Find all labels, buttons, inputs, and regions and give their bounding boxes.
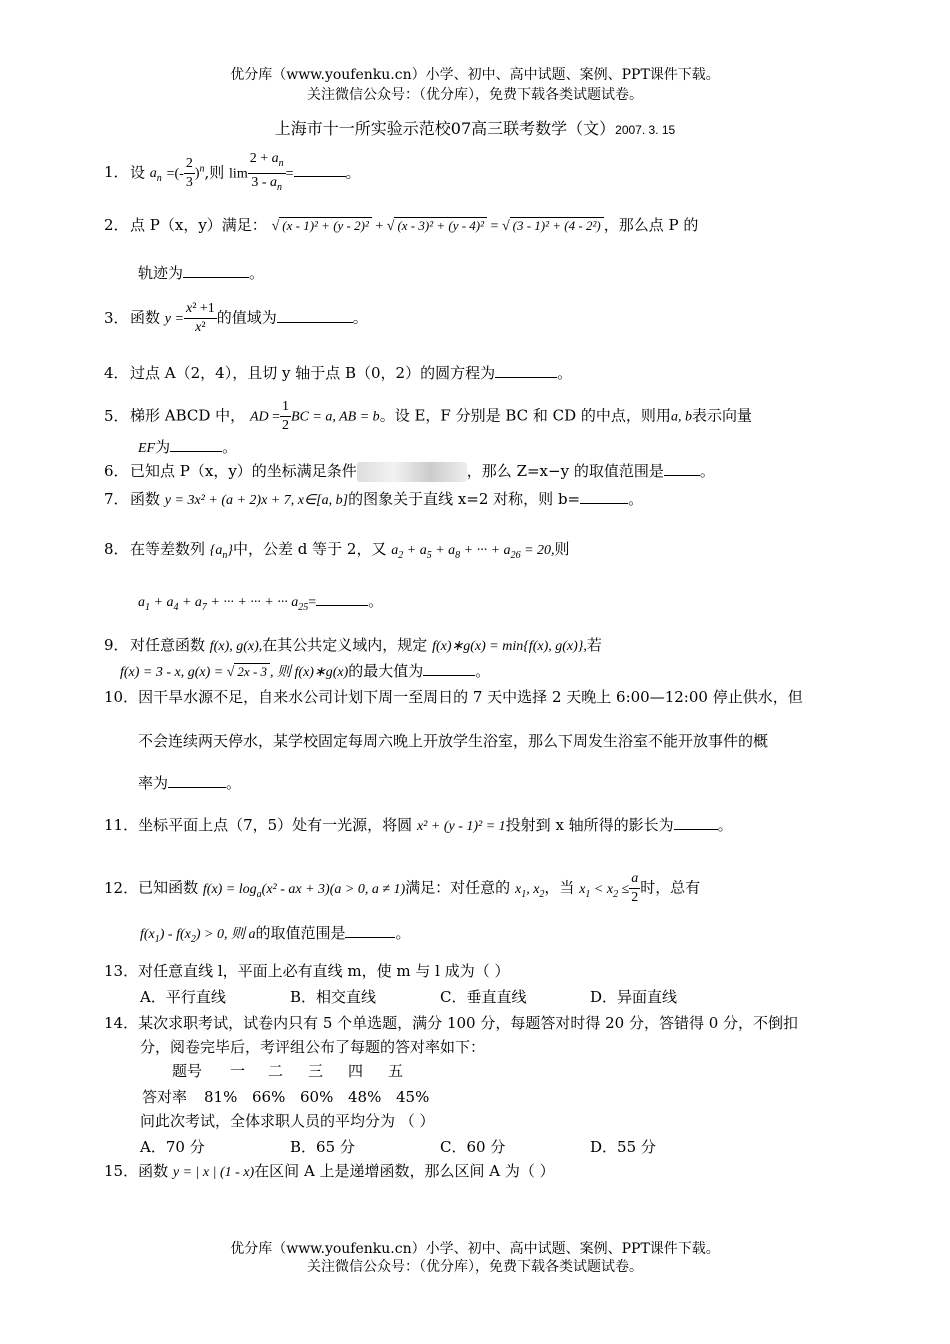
question-number: 10． [104,688,139,706]
q8-end: 。 [368,592,384,610]
q15-formula: y = | x | (1 - x) [172,1165,255,1180]
q6-post: ，那么 Z=x−y 的取值范围是 [466,462,664,480]
question-number: 9． [104,636,129,654]
q14-table-header-5: 五 [388,1062,404,1080]
q11-end: 。 [717,816,733,834]
q14-option-c[interactable]: C．60 分 [440,1138,506,1156]
q14-table-cell-2: 66% [252,1088,286,1106]
footer-line-2: 关注微信公众号：（优分库），免费下载各类试题试卷。 [307,1259,643,1275]
q1-pre: 设 [130,163,146,182]
q7-end: 。 [628,490,644,508]
question-5-line-2 [138,436,237,460]
question-9 [104,634,602,658]
q2-end: 。 [249,264,265,282]
question-number: 1． [104,163,129,182]
question-number: 5． [104,406,129,425]
q8-formula-seq: $\{a_n\}$ [209,543,234,561]
question-number: 7． [104,490,129,508]
q12-formula-diff: $f(x_1) - f(x_2) > 0$, 则 a [140,927,256,945]
question-15 [104,1160,555,1184]
question-11 [104,814,733,838]
q14-table-header-2: 二 [268,1062,284,1080]
answer-blank[interactable] [423,661,475,676]
question-10 [104,686,803,708]
q3-fraction: $\frac{\text{x² +1}}{\text{x²}}$ [185,301,215,335]
answer-blank[interactable] [316,591,368,606]
q5-fraction: $\frac{1}{2}$ [282,399,290,433]
q12-mid2: ，当 [544,878,575,897]
answer-blank[interactable] [674,815,718,830]
q10-line1: 因干旱水源不足，自来水公司计划下周一至周日的 7 天中选择 2 天晚上 6:00—12:00 停止供水，但 [138,688,803,706]
question-7 [104,488,643,512]
q12-formula-f: $f(x) = \log_a(x^2$ - ax + 3)(a > 0, a ≠ 1) [202,881,406,900]
page-title [0,116,950,139]
q14-table-header-1: 一 [230,1062,246,1080]
question-10-line-3 [138,772,241,794]
q6-blurred-condition-image [357,462,467,482]
q6-end: 。 [699,462,715,480]
q10-line3: 率为 [138,774,169,792]
title-date: 2007. 3. 15 [615,123,676,137]
q8-equals: = [308,595,317,610]
q2-post: ，那么点 P 的 [603,216,699,234]
answer-blank[interactable] [170,437,222,452]
q9-end: 。 [475,662,491,680]
question-14 [104,1012,798,1034]
answer-blank[interactable] [294,162,346,177]
q1-post: 。 [345,163,361,182]
question-number: 13． [104,962,139,980]
question-10-line-2: 不会连续两天停水，某学校固定每周六晚上开放学生浴室，那么下周发生浴室不能开放事件的概 [138,732,769,750]
q14-table-cell-0: 答对率 [142,1088,188,1106]
footer-line-1: 优分库（www.youfenku.cn）小学、初中、高中试题、案例、PPT课件下载。 [230,1241,720,1257]
q8-pre: 在等差数列 [130,540,206,558]
question-2 [104,214,698,238]
q14-table-header-3: 三 [308,1062,324,1080]
q1-lim: lim [229,166,248,182]
q11-pre: 坐标平面上点（7，5）处有一光源，将圆 [138,816,413,834]
q3-post: 的值域为 [216,308,277,327]
question-number: 6． [104,462,129,480]
q7-post: 的图象关于直线 x=2 对称，则 b= [348,490,581,508]
q14-table-cell-3: 60% [300,1088,334,1106]
q3-pre: 函数 [130,308,161,327]
q13-option-c[interactable]: C．垂直直线 [440,988,527,1006]
q12-pre: 已知函数 [138,878,199,897]
question-number: 3． [104,308,129,327]
q14-table-cell-1: 81% [204,1088,238,1106]
question-12 [104,870,700,907]
q5-vectors: a, b [670,409,692,425]
q14-table-cell-4: 48% [348,1088,382,1106]
q9-mid: 在其公共定义域内，规定 [262,636,428,654]
q9-pre: 对任意函数 [130,636,206,654]
q5-pre: 梯形 ABCD 中， [130,406,246,425]
q8-formula-sum-2: $a_1 + a_4 + a_7$ + ··· + ··· + ··· $a_{25}$ [138,595,309,613]
q2-pre: 点 P（x，y）满足： [130,216,267,234]
question-2-line-2 [138,262,264,284]
answer-blank[interactable] [277,308,353,323]
q5-formula-rest: BC = a, AB = b [291,409,380,425]
title-text: 上海市十一所实验示范校07高三联考数学（文） [274,119,616,138]
q14-table-cell-5: 45% [396,1088,430,1106]
question-4 [104,362,572,384]
q12-post: 时，总有 [640,878,701,897]
q12-fraction: $\frac{a}{2}$ [631,871,639,905]
question-3 [104,300,368,337]
q14-option-d[interactable]: D．55 分 [590,1138,656,1156]
question-5 [104,398,752,435]
q8-post: 则 [554,540,570,558]
question-number: 12． [104,878,139,897]
q14-line1: 某次求职考试，试卷内只有 5 个单选题，满分 100 分，每题答对时得 20 分，答错得 0 分，不倒扣 [138,1014,799,1032]
q1-mid: ,则 [204,163,225,182]
q15-pre: 函数 [138,1162,169,1180]
q5-formula-ad: AD [249,409,269,425]
q9-formula-def: f(x) = 3 - x, g(x) = √ 2x - 3 , 则 f(x)∗g(x) [120,664,349,680]
q12-mid: 满足：对任意的 [405,878,511,897]
q4-text: 过点 A（2，4），且切 y 轴于点 B（0，2）的圆方程为 [130,364,496,382]
q5-line2: 为 [155,438,171,456]
q2-line2: 轨迹为 [138,264,184,282]
q5-eq: = [268,409,281,425]
q1-fraction: $\frac{2}{3}$ [185,155,193,190]
q2-formula: √ (x - 1)² + (y - 2)² + √ (x - 3)² + (y - 4)² = √ (3 - 1)² + (4 - 2²) [272,219,604,234]
question-13 [104,960,510,982]
q11-formula: x² + (y - 1)² = 1 [416,819,506,834]
q12-end: 。 [395,924,411,942]
question-number: 14． [104,1014,139,1032]
q4-end: 。 [557,364,573,382]
q5-post2: 表示向量 [691,406,752,425]
q15-post: 在区间 A 上是递增函数，那么区间 A 为（ ） [254,1162,555,1180]
question-1 [104,150,361,197]
q10-end: 。 [226,774,242,792]
question-9-line-2 [120,660,490,684]
header-line-1: 优分库（www.youfenku.cn）小学、初中、高中试题、案例、PPT课件下载。 [230,67,720,83]
q14-table-header-4: 四 [348,1062,364,1080]
q11-post: 投射到 x 轴所得的影长为 [505,816,674,834]
answer-blank[interactable] [664,461,700,476]
q3-formula-y: y = [164,311,184,327]
answer-blank[interactable] [345,923,395,938]
header-line-2: 关注微信公众号：（优分库），免费下载各类试题试卷。 [307,87,643,103]
q1-formula-pow: )$^n$ [194,163,205,182]
question-14-line-2: 分，阅卷完毕后，考评组公布了每题的答对率如下： [140,1038,486,1056]
q9-line2end: 的最大值为 [348,662,424,680]
question-8-line-2 [138,590,383,619]
question-8 [104,538,570,567]
q13-option-a[interactable]: A．平行直线 [140,988,226,1006]
answer-blank[interactable] [168,773,226,788]
q1-formula-a: $a_n$ [149,166,162,185]
q13-text: 对任意直线 l，平面上必有直线 m，使 m 与 l 成为（ ） [138,962,510,980]
q14-option-b[interactable]: B．65 分 [290,1138,355,1156]
q5-formula-ef: EF [138,441,156,456]
q8-mid: 中，公差 d 等于 2，又 [233,540,387,558]
answer-blank[interactable] [495,363,557,378]
q14-option-a[interactable]: A．70 分 [140,1138,205,1156]
question-number: 15． [104,1162,139,1180]
q14-question: 问此次考试，全体求职人员的平均分为 （ ） [140,1112,435,1130]
q7-formula: y = 3x² + (a + 2)x + 7, x∈[a, b] [164,493,349,508]
question-number: 11． [104,816,139,834]
question-number: 4． [104,364,129,382]
q1-formula-eq: =(- [166,166,184,182]
q1-limit-fraction: $\frac{2 + a_n}{3 - a_n}$ [249,151,284,193]
q9-post: 若 [586,636,602,654]
answer-blank[interactable] [183,263,249,278]
q13-option-d[interactable]: D．异面直线 [590,988,678,1006]
q14-table-header-0: 题号 [172,1062,203,1080]
q5-end: 。 [222,438,238,456]
q12-formula-x: $x_1$, $x_2$ [514,881,545,900]
q8-formula-sum: $a_2 + a_5 + a_8$ + ··· + $a_{26} = 20$, [391,543,555,561]
q1-equals: = [285,166,294,182]
q13-option-b[interactable]: B．相交直线 [290,988,377,1006]
question-6 [104,460,715,482]
q12-line2: 的取值范围是 [255,924,346,942]
question-12-line-2 [140,922,411,951]
q5-post: 。设 E，F 分别是 BC 和 CD 的中点，则用 [379,406,671,425]
q7-pre: 函数 [130,490,161,508]
q3-end: 。 [352,308,368,327]
q9-formula-fg: f(x), g(x), [209,639,263,654]
question-number: 8． [104,540,129,558]
q6-pre: 已知点 P（x，y）的坐标满足条件 [130,462,357,480]
answer-blank[interactable] [580,489,628,504]
question-number: 2． [104,216,129,234]
q9-formula-min: f(x)∗g(x) = min{f(x), g(x)}, [432,639,587,654]
q12-formula-ineq: $x_1 < x_2$ ≤ [579,881,630,900]
